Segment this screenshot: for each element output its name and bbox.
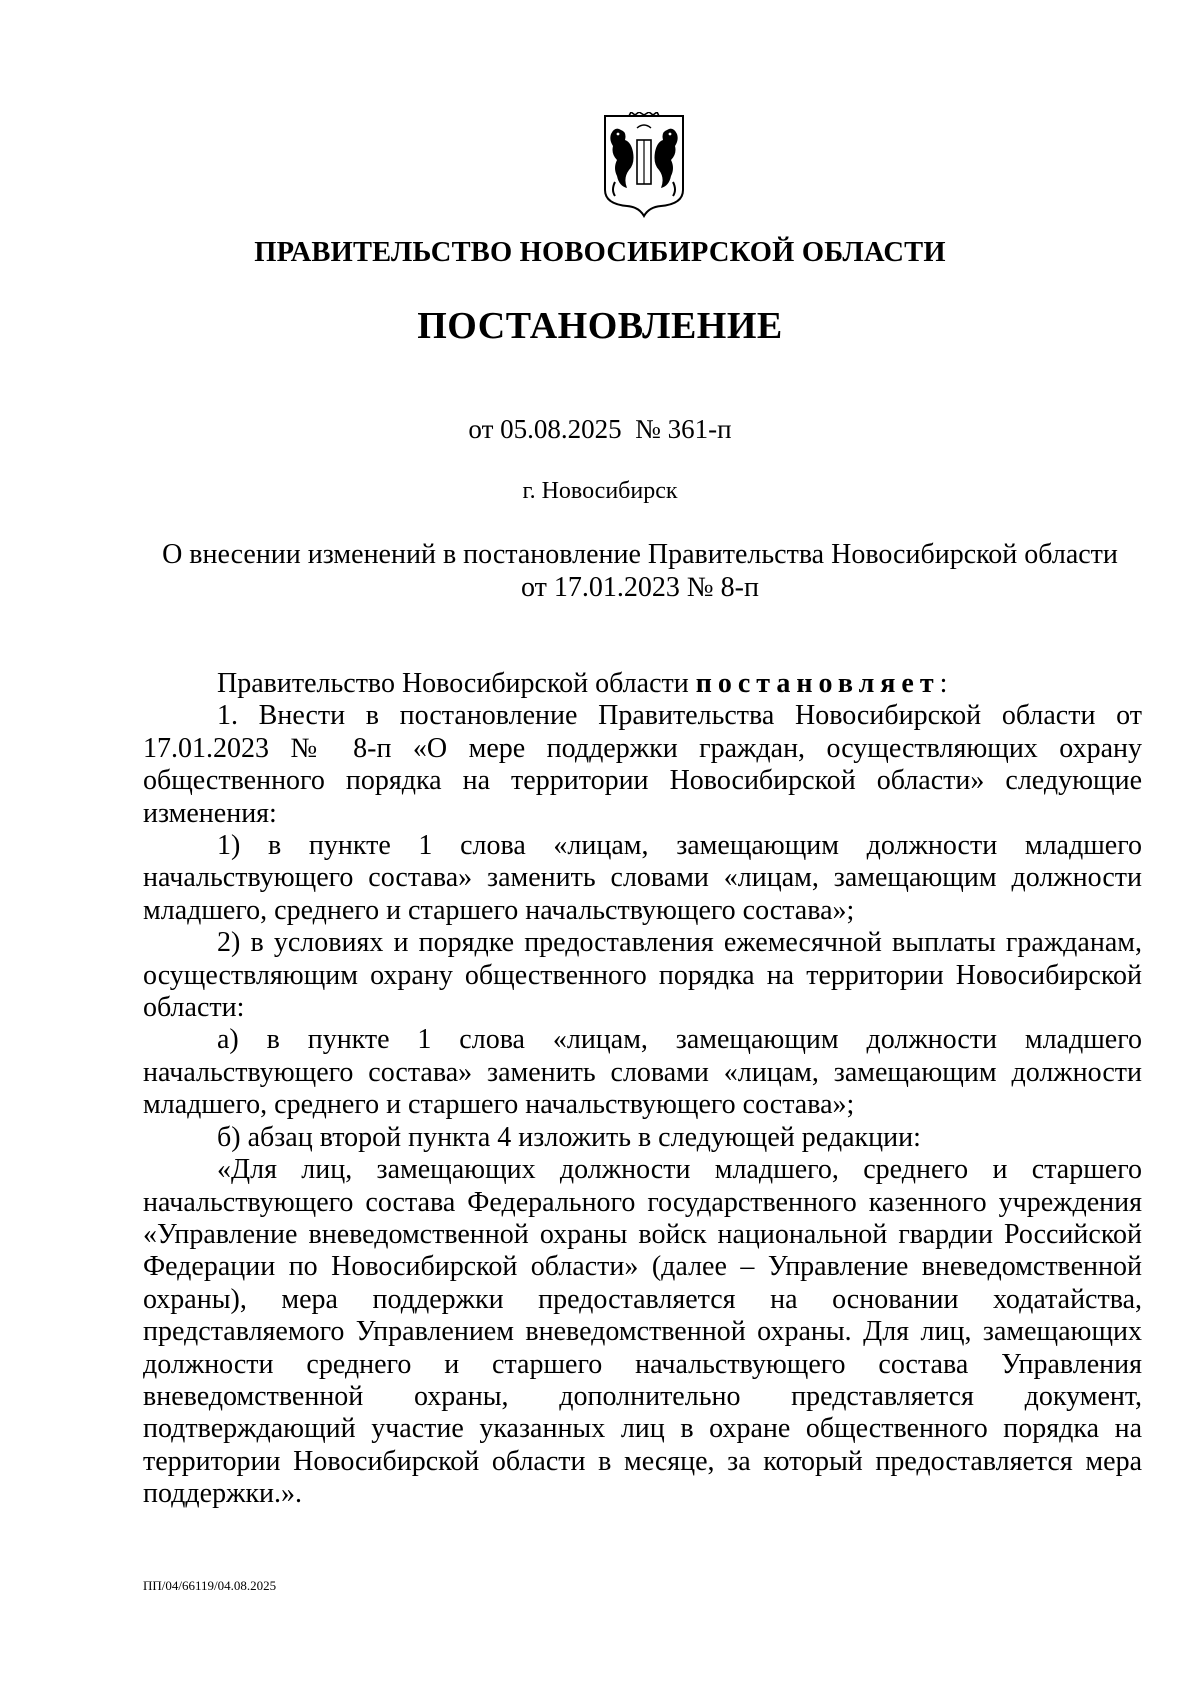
document-body bbox=[143, 668, 1142, 1511]
document-city: г. Новосибирск bbox=[522, 478, 678, 504]
document-type-title: ПОСТАНОВЛЕНИЕ bbox=[417, 305, 783, 347]
paragraph-subitem-2: 2) в условиях и порядке предоставления ежемесячной выплаты гражданам, осуществляющим охрану общественного порядка на территории Новосибирской области: bbox=[143, 927, 1142, 1024]
document-subject bbox=[140, 538, 1140, 604]
paragraph-item-1: 1. Внести в постановление Правительства Новосибирской области от 17.01.2023 № 8-п «О мере поддержки граждан, осуществляющих охрану общественного порядка на территории Новосибирской области» следующие изменения: bbox=[143, 700, 1142, 829]
subject-line-2: от 17.01.2023 № 8-п bbox=[521, 572, 759, 603]
preamble-lead: Правительство Новосибирской области bbox=[217, 668, 696, 699]
document-date-number: от 05.08.2025 № 361-п bbox=[468, 414, 732, 444]
preamble-verb: постановляет bbox=[695, 668, 940, 699]
organization-title: ПРАВИТЕЛЬСТВО НОВОСИБИРСКОЙ ОБЛАСТИ bbox=[254, 237, 946, 268]
paragraph-quoted-text: «Для лиц, замещающих должности младшего, среднего и старшего начальствующего состава Федерального государственного казенного учреждения «Управление вневедомственной охраны войск национальной гвардии Российской Федерации по Новосибирской области» (далее – Управление вневедомственной охраны), мера поддержки предоставляется на основании ходатайства, представляемого Управлением вневедомственной охраны. Для лиц, замещающих должности среднего и старшего начальствующего состава Управления вневедомственной охраны, дополнительно представляется документ, подтверждающий участие указанных лиц в охране общественного порядка на территории Новосибирской области в месяце, за который предоставляется мера поддержки.». bbox=[143, 1154, 1142, 1510]
subject-line-1: О внесении изменений в постановление Правительства Новосибирской области bbox=[162, 539, 1118, 570]
coat-of-arms-icon bbox=[601, 112, 687, 218]
paragraph-subitem-1: 1) в пункте 1 слова «лицам, замещающим должности младшего начальствующего состава» заменить словами «лицам, замещающим должности младшего, среднего и старшего начальствующего состава»; bbox=[143, 830, 1142, 926]
paragraph-subitem-a: а) в пункте 1 слова «лицам, замещающим должности младшего начальствующего состава» заменить словами «лицам, замещающим должности младшего, среднего и старшего начальствующего состава»; bbox=[143, 1024, 1142, 1121]
preamble-tail: : bbox=[939, 668, 948, 699]
document-registration-code: ПП/04/66119/04.08.2025 bbox=[143, 1578, 277, 1593]
paragraph-subitem-b: б) абзац второй пункта 4 изложить в следующей редакции: bbox=[217, 1121, 921, 1153]
preamble-paragraph bbox=[143, 668, 1142, 700]
